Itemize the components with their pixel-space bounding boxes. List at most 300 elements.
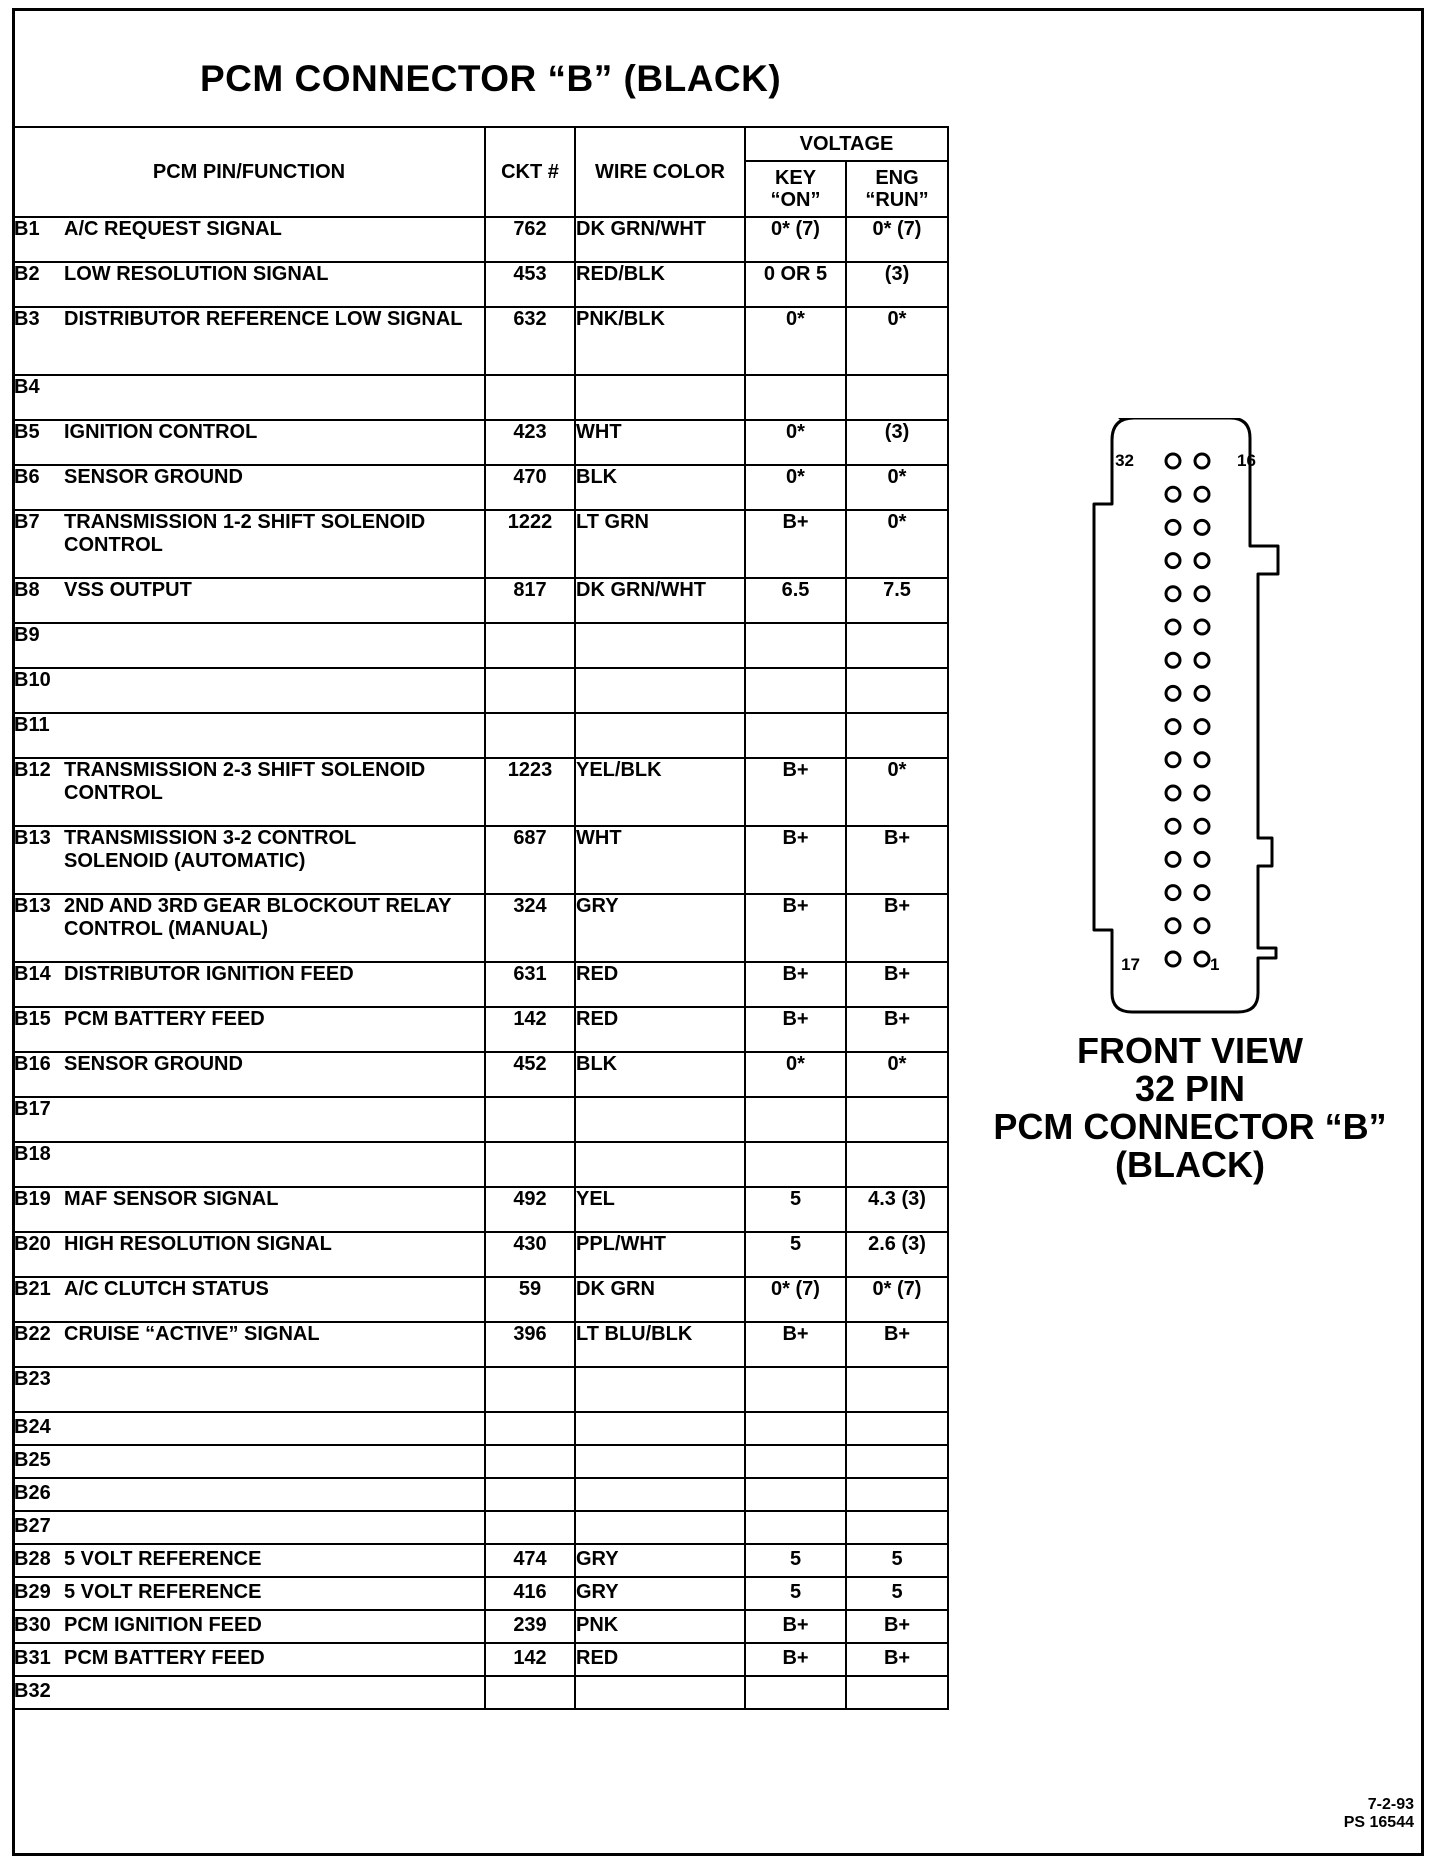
- cell-wire-color: [575, 1412, 745, 1445]
- pin-function: 2ND AND 3RD GEAR BLOCKOUT RELAY CONTROL (MANUAL): [64, 895, 452, 940]
- cell-eng-run: 0*: [846, 510, 948, 578]
- pin-number: B15: [14, 1008, 51, 1030]
- cell-eng-run: B+: [846, 962, 948, 1007]
- pin-number: B28: [14, 1548, 51, 1570]
- cell-ckt: 1223: [485, 758, 575, 826]
- cell-function: [13, 1577, 485, 1610]
- cell-function: [13, 623, 485, 668]
- connector-diagram: [1080, 418, 1320, 1018]
- pin-function: DISTRIBUTOR REFERENCE LOW SIGNAL: [64, 308, 463, 330]
- pin-function: LOW RESOLUTION SIGNAL: [64, 263, 329, 285]
- cell-wire-color: WHT: [575, 420, 745, 465]
- cell-ckt: 631: [485, 962, 575, 1007]
- pin-function: 5 VOLT REFERENCE: [64, 1548, 262, 1570]
- pin-number: B8: [14, 579, 40, 601]
- table-row: [13, 1322, 948, 1367]
- cell-key-on: B+: [745, 894, 846, 962]
- header-ckt: CKT #: [485, 127, 575, 217]
- pin-function: A/C CLUTCH STATUS: [64, 1278, 269, 1300]
- pin-hole-right: [1195, 819, 1209, 833]
- pin-number: B31: [14, 1647, 51, 1669]
- cell-eng-run: B+: [846, 1322, 948, 1367]
- cell-wire-color: DK GRN/WHT: [575, 578, 745, 623]
- pin-hole-left: [1166, 753, 1180, 767]
- cell-key-on: [745, 668, 846, 713]
- cell-wire-color: [575, 713, 745, 758]
- cell-wire-color: GRY: [575, 1577, 745, 1610]
- cell-wire-color: YEL/BLK: [575, 758, 745, 826]
- cell-eng-run: 0* (7): [846, 217, 948, 262]
- cell-eng-run: B+: [846, 894, 948, 962]
- header-function: PCM PIN/FUNCTION: [13, 127, 485, 217]
- cell-eng-run: B+: [846, 1643, 948, 1676]
- cell-eng-run: 2.6 (3): [846, 1232, 948, 1277]
- cell-eng-run: [846, 1478, 948, 1511]
- caption-line-2: 32 PIN: [1134, 1068, 1246, 1109]
- cell-key-on: [745, 375, 846, 420]
- pin-table-body: [13, 217, 948, 1709]
- cell-function: [13, 375, 485, 420]
- pin-number: B16: [14, 1053, 51, 1075]
- cell-key-on: 5: [745, 1232, 846, 1277]
- cell-ckt: 142: [485, 1643, 575, 1676]
- cell-key-on: [745, 1097, 846, 1142]
- cell-ckt: [485, 668, 575, 713]
- connector-label-16: 16: [1237, 451, 1256, 470]
- pin-hole-left: [1166, 952, 1180, 966]
- table-row: [13, 1367, 948, 1412]
- connector-body: [1094, 418, 1278, 1012]
- cell-eng-run: B+: [846, 1610, 948, 1643]
- cell-wire-color: RED: [575, 1007, 745, 1052]
- cell-wire-color: [575, 1445, 745, 1478]
- cell-function: [13, 1412, 485, 1445]
- cell-function: [13, 713, 485, 758]
- pin-number: B14: [14, 963, 51, 985]
- pin-number: B20: [14, 1233, 51, 1255]
- pin-hole-left: [1166, 852, 1180, 866]
- pin-hole-left: [1166, 919, 1180, 933]
- pin-function: SENSOR GROUND: [64, 466, 243, 488]
- table-row: [13, 1511, 948, 1544]
- cell-key-on: 0*: [745, 465, 846, 510]
- pin-number: B3: [14, 308, 40, 330]
- cell-ckt: 762: [485, 217, 575, 262]
- table-row: [13, 1097, 948, 1142]
- pin-hole-right: [1195, 753, 1209, 767]
- connector-pin-holes: [1166, 454, 1209, 966]
- cell-eng-run: 4.3 (3): [846, 1187, 948, 1232]
- cell-function: [13, 1367, 485, 1412]
- pin-number: B12: [14, 759, 51, 781]
- pin-number: B18: [14, 1143, 51, 1165]
- cell-wire-color: RED: [575, 962, 745, 1007]
- cell-wire-color: [575, 1676, 745, 1709]
- cell-wire-color: GRY: [575, 1544, 745, 1577]
- pin-number: B19: [14, 1188, 51, 1210]
- table-row: [13, 1445, 948, 1478]
- cell-key-on: 6.5: [745, 578, 846, 623]
- cell-function: [13, 962, 485, 1007]
- table-row: [13, 1052, 948, 1097]
- cell-eng-run: [846, 1445, 948, 1478]
- pin-hole-right: [1195, 886, 1209, 900]
- cell-function: [13, 1445, 485, 1478]
- cell-wire-color: RED: [575, 1643, 745, 1676]
- pin-number: B25: [14, 1449, 51, 1471]
- table-row: [13, 713, 948, 758]
- pin-hole-left: [1166, 454, 1180, 468]
- table-row: [13, 510, 948, 578]
- pin-hole-right: [1195, 653, 1209, 667]
- cell-key-on: [745, 1412, 846, 1445]
- cell-ckt: 492: [485, 1187, 575, 1232]
- pin-number: B30: [14, 1614, 51, 1636]
- pin-hole-left: [1166, 653, 1180, 667]
- pin-number: B6: [14, 466, 40, 488]
- caption-line-4: (BLACK): [1115, 1144, 1265, 1185]
- header-wire-color: WIRE COLOR: [575, 127, 745, 217]
- page-title: PCM CONNECTOR “B” (BLACK): [200, 58, 782, 99]
- cell-function: [13, 217, 485, 262]
- cell-eng-run: 5: [846, 1577, 948, 1610]
- footer-date: 7-2-93: [1367, 1796, 1414, 1813]
- caption-line-3: PCM CONNECTOR “B”: [993, 1106, 1387, 1147]
- cell-eng-run: [846, 668, 948, 713]
- cell-function: [13, 578, 485, 623]
- table-row: [13, 1007, 948, 1052]
- table-row: [13, 217, 948, 262]
- cell-wire-color: WHT: [575, 826, 745, 894]
- pin-number: B17: [14, 1098, 51, 1120]
- pin-number: B9: [14, 624, 40, 646]
- cell-key-on: 5: [745, 1544, 846, 1577]
- cell-key-on: [745, 1511, 846, 1544]
- cell-function: [13, 465, 485, 510]
- cell-ckt: 59: [485, 1277, 575, 1322]
- table-row: [13, 623, 948, 668]
- pin-hole-left: [1166, 554, 1180, 568]
- cell-function: [13, 1232, 485, 1277]
- pin-number: B10: [14, 669, 51, 691]
- cell-ckt: [485, 1445, 575, 1478]
- pin-number: B2: [14, 263, 40, 285]
- pin-function: SENSOR GROUND: [64, 1053, 243, 1075]
- caption-line-1: FRONT VIEW: [1077, 1030, 1303, 1071]
- cell-function: [13, 1511, 485, 1544]
- cell-function: [13, 1277, 485, 1322]
- pin-hole-left: [1166, 819, 1180, 833]
- cell-wire-color: PNK: [575, 1610, 745, 1643]
- cell-key-on: B+: [745, 510, 846, 578]
- table-row: [13, 465, 948, 510]
- pin-function: A/C REQUEST SIGNAL: [64, 218, 282, 240]
- cell-key-on: [745, 623, 846, 668]
- table-row: [13, 826, 948, 894]
- cell-eng-run: [846, 713, 948, 758]
- cell-eng-run: [846, 1142, 948, 1187]
- pin-hole-right: [1195, 487, 1209, 501]
- table-row: [13, 1142, 948, 1187]
- pin-hole-right: [1195, 686, 1209, 700]
- connector-caption: [960, 1032, 1420, 1184]
- cell-function: [13, 1610, 485, 1643]
- pin-number: B26: [14, 1482, 51, 1504]
- cell-ckt: 452: [485, 1052, 575, 1097]
- cell-key-on: [745, 1445, 846, 1478]
- cell-eng-run: (3): [846, 262, 948, 307]
- pin-hole-right: [1195, 620, 1209, 634]
- cell-ckt: [485, 1097, 575, 1142]
- cell-eng-run: 0*: [846, 1052, 948, 1097]
- pin-number: B22: [14, 1323, 51, 1345]
- cell-ckt: [485, 623, 575, 668]
- pin-hole-right: [1195, 587, 1209, 601]
- footer: [1344, 1796, 1414, 1832]
- pin-function: DISTRIBUTOR IGNITION FEED: [64, 963, 354, 985]
- cell-function: [13, 1676, 485, 1709]
- pin-number: B1: [14, 218, 40, 240]
- cell-ckt: [485, 1478, 575, 1511]
- pin-hole-left: [1166, 520, 1180, 534]
- pin-hole-right: [1195, 919, 1209, 933]
- cell-wire-color: [575, 1142, 745, 1187]
- cell-wire-color: DK GRN/WHT: [575, 217, 745, 262]
- cell-key-on: B+: [745, 1322, 846, 1367]
- cell-eng-run: 0*: [846, 758, 948, 826]
- pin-function: TRANSMISSION 1-2 SHIFT SOLENOID CONTROL: [64, 511, 426, 556]
- cell-key-on: 0*: [745, 1052, 846, 1097]
- pin-function: PCM IGNITION FEED: [64, 1614, 262, 1636]
- pin-hole-right: [1195, 952, 1209, 966]
- cell-function: [13, 668, 485, 713]
- cell-eng-run: (3): [846, 420, 948, 465]
- cell-wire-color: YEL: [575, 1187, 745, 1232]
- cell-wire-color: [575, 375, 745, 420]
- pin-number: B32: [14, 1680, 51, 1702]
- cell-wire-color: LT GRN: [575, 510, 745, 578]
- table-row: [13, 1577, 948, 1610]
- cell-function: [13, 894, 485, 962]
- cell-key-on: [745, 1142, 846, 1187]
- pin-number: B4: [14, 376, 40, 398]
- cell-ckt: 474: [485, 1544, 575, 1577]
- pin-hole-left: [1166, 886, 1180, 900]
- cell-wire-color: BLK: [575, 465, 745, 510]
- cell-eng-run: B+: [846, 1007, 948, 1052]
- cell-key-on: [745, 1676, 846, 1709]
- cell-eng-run: 7.5: [846, 578, 948, 623]
- cell-function: [13, 1142, 485, 1187]
- cell-key-on: 0*: [745, 420, 846, 465]
- cell-key-on: 5: [745, 1187, 846, 1232]
- pin-hole-left: [1166, 487, 1180, 501]
- pin-hole-right: [1195, 786, 1209, 800]
- pin-function: TRANSMISSION 2-3 SHIFT SOLENOID CONTROL: [64, 759, 426, 804]
- pin-hole-left: [1166, 620, 1180, 634]
- cell-ckt: [485, 1676, 575, 1709]
- cell-ckt: 239: [485, 1610, 575, 1643]
- pin-function: MAF SENSOR SIGNAL: [64, 1188, 279, 1210]
- cell-key-on: B+: [745, 758, 846, 826]
- cell-eng-run: [846, 623, 948, 668]
- table-row: [13, 1412, 948, 1445]
- cell-function: [13, 1097, 485, 1142]
- cell-function: [13, 758, 485, 826]
- cell-wire-color: PPL/WHT: [575, 1232, 745, 1277]
- cell-wire-color: [575, 1367, 745, 1412]
- cell-key-on: [745, 1478, 846, 1511]
- table-row: [13, 1676, 948, 1709]
- pin-hole-left: [1166, 686, 1180, 700]
- cell-eng-run: B+: [846, 826, 948, 894]
- pin-table: [12, 126, 949, 1710]
- cell-ckt: [485, 1367, 575, 1412]
- table-row: [13, 1187, 948, 1232]
- cell-ckt: 632: [485, 307, 575, 375]
- cell-ckt: [485, 375, 575, 420]
- table-row: [13, 262, 948, 307]
- connector-label-32: 32: [1115, 451, 1134, 470]
- cell-ckt: 1222: [485, 510, 575, 578]
- cell-ckt: [485, 1412, 575, 1445]
- pin-number: B27: [14, 1515, 51, 1537]
- pin-hole-left: [1166, 587, 1180, 601]
- pin-function: VSS OUTPUT: [64, 579, 192, 601]
- cell-ckt: 423: [485, 420, 575, 465]
- table-row: [13, 420, 948, 465]
- cell-function: [13, 510, 485, 578]
- pin-hole-right: [1195, 454, 1209, 468]
- pin-function: HIGH RESOLUTION SIGNAL: [64, 1233, 332, 1255]
- cell-function: [13, 1322, 485, 1367]
- pin-number: B13: [14, 895, 51, 917]
- footer-ref: PS 16544: [1343, 1814, 1414, 1831]
- cell-key-on: 0*: [745, 307, 846, 375]
- cell-wire-color: [575, 623, 745, 668]
- cell-wire-color: DK GRN: [575, 1277, 745, 1322]
- cell-key-on: B+: [745, 962, 846, 1007]
- header-key-on: KEY “ON”: [745, 161, 846, 217]
- table-row: [13, 1610, 948, 1643]
- cell-key-on: B+: [745, 1643, 846, 1676]
- cell-function: [13, 826, 485, 894]
- pin-hole-right: [1195, 520, 1209, 534]
- cell-wire-color: PNK/BLK: [575, 307, 745, 375]
- cell-wire-color: RED/BLK: [575, 262, 745, 307]
- cell-function: [13, 1544, 485, 1577]
- cell-key-on: B+: [745, 826, 846, 894]
- table-row: [13, 307, 948, 375]
- pin-hole-right: [1195, 852, 1209, 866]
- pin-number: B7: [14, 511, 40, 533]
- cell-ckt: 470: [485, 465, 575, 510]
- table-row: [13, 1232, 948, 1277]
- cell-function: [13, 1052, 485, 1097]
- cell-wire-color: [575, 1478, 745, 1511]
- table-row: [13, 668, 948, 713]
- cell-wire-color: LT BLU/BLK: [575, 1322, 745, 1367]
- cell-ckt: 430: [485, 1232, 575, 1277]
- cell-eng-run: [846, 375, 948, 420]
- table-row: [13, 578, 948, 623]
- pin-hole-right: [1195, 720, 1209, 734]
- pin-number: B5: [14, 421, 40, 443]
- pin-hole-left: [1166, 786, 1180, 800]
- cell-function: [13, 1007, 485, 1052]
- pin-number: B24: [14, 1416, 51, 1438]
- cell-ckt: [485, 713, 575, 758]
- connector-label-1: 1: [1210, 955, 1220, 974]
- cell-wire-color: [575, 668, 745, 713]
- pin-function: TRANSMISSION 3-2 CONTROL SOLENOID (AUTOMATIC): [64, 827, 356, 872]
- cell-function: [13, 420, 485, 465]
- table-row: [13, 894, 948, 962]
- table-row: [13, 1544, 948, 1577]
- cell-wire-color: [575, 1511, 745, 1544]
- pin-number: B11: [14, 714, 50, 736]
- cell-eng-run: 0*: [846, 465, 948, 510]
- pin-number: B13: [14, 827, 51, 849]
- header-voltage: VOLTAGE: [745, 127, 948, 161]
- cell-key-on: [745, 1367, 846, 1412]
- pin-function: CRUISE “ACTIVE” SIGNAL: [64, 1323, 320, 1345]
- cell-ckt: 142: [485, 1007, 575, 1052]
- cell-ckt: 324: [485, 894, 575, 962]
- cell-eng-run: 5: [846, 1544, 948, 1577]
- cell-ckt: 687: [485, 826, 575, 894]
- cell-function: [13, 1478, 485, 1511]
- cell-eng-run: [846, 1676, 948, 1709]
- cell-ckt: 453: [485, 262, 575, 307]
- cell-key-on: 5: [745, 1577, 846, 1610]
- header-eng-run: ENG “RUN”: [846, 161, 948, 217]
- cell-function: [13, 1187, 485, 1232]
- cell-key-on: B+: [745, 1007, 846, 1052]
- cell-ckt: [485, 1142, 575, 1187]
- cell-wire-color: BLK: [575, 1052, 745, 1097]
- pin-function: PCM BATTERY FEED: [64, 1008, 265, 1030]
- pin-function: 5 VOLT REFERENCE: [64, 1581, 262, 1603]
- cell-function: [13, 307, 485, 375]
- pin-function: PCM BATTERY FEED: [64, 1647, 265, 1669]
- cell-eng-run: [846, 1097, 948, 1142]
- pin-hole-right: [1195, 554, 1209, 568]
- pin-number: B23: [14, 1368, 51, 1390]
- pin-number: B21: [14, 1278, 51, 1300]
- cell-eng-run: 0*: [846, 307, 948, 375]
- cell-key-on: [745, 713, 846, 758]
- cell-eng-run: [846, 1412, 948, 1445]
- cell-wire-color: [575, 1097, 745, 1142]
- cell-function: [13, 262, 485, 307]
- pin-hole-left: [1166, 720, 1180, 734]
- cell-ckt: 817: [485, 578, 575, 623]
- table-row: [13, 962, 948, 1007]
- cell-eng-run: 0* (7): [846, 1277, 948, 1322]
- table-row: [13, 375, 948, 420]
- cell-key-on: 0* (7): [745, 217, 846, 262]
- cell-key-on: B+: [745, 1610, 846, 1643]
- cell-ckt: 416: [485, 1577, 575, 1610]
- cell-ckt: 396: [485, 1322, 575, 1367]
- cell-eng-run: [846, 1367, 948, 1412]
- cell-key-on: 0 OR 5: [745, 262, 846, 307]
- cell-eng-run: [846, 1511, 948, 1544]
- connector-label-17: 17: [1121, 955, 1140, 974]
- cell-wire-color: GRY: [575, 894, 745, 962]
- table-row: [13, 758, 948, 826]
